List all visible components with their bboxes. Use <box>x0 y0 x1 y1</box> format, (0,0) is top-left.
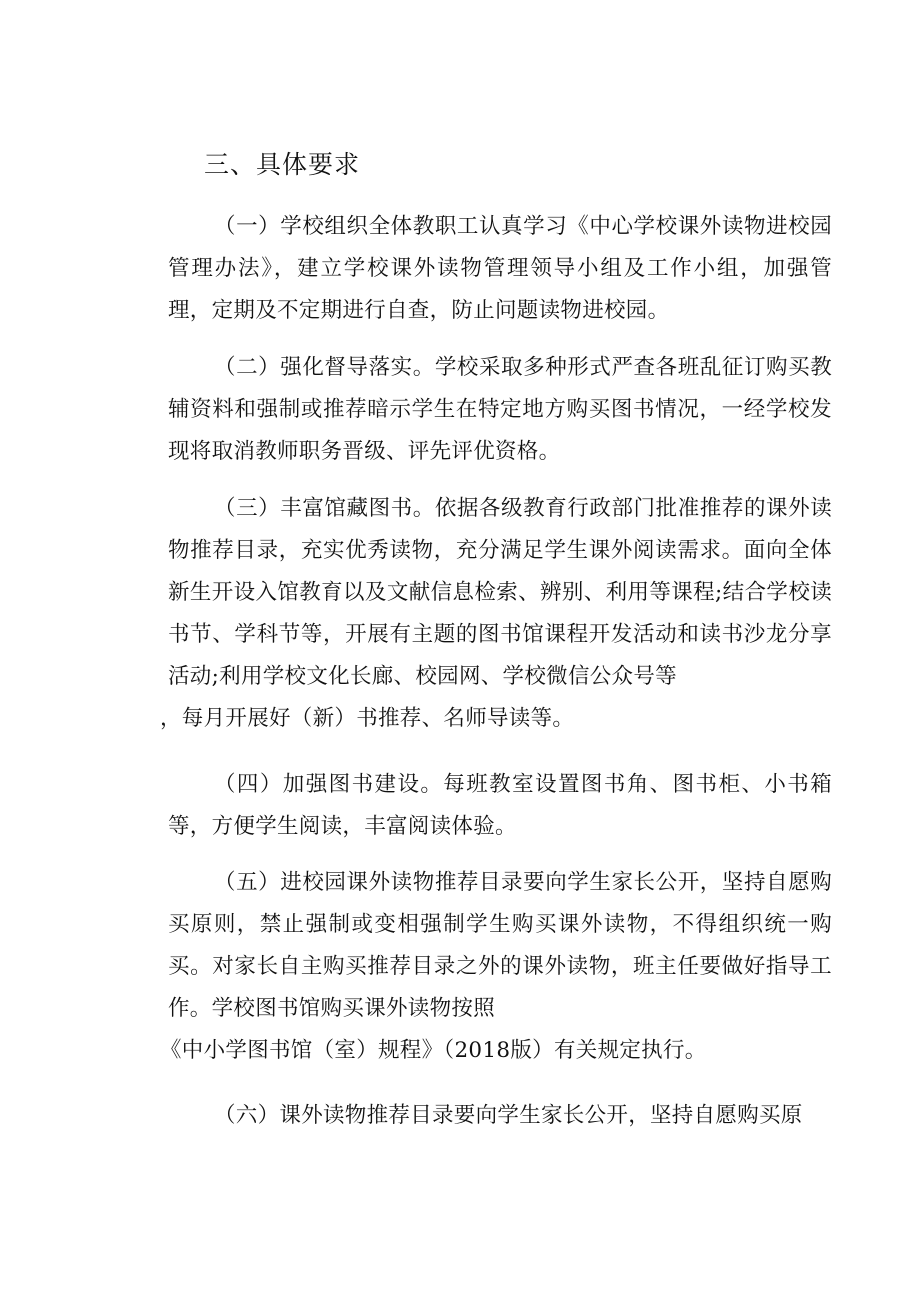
paragraph-3-tail: ，每月开展好（新）书推荐、名师导读等。 <box>160 706 575 731</box>
paragraph-5-text: （五）进校园课外读物推荐目录要向学生家长公开，坚持自愿购买原则，禁止强制或变相强制学生购买课外读物，不得组织统一购买。对家长自主购买推荐目录之外的课外读物，班主任要做好指导工作。学校图书馆购买课外读物按照 <box>168 870 832 1021</box>
paragraph-3 <box>160 488 832 740</box>
section-title: 三、具体要求 <box>204 150 361 179</box>
paragraph-4 <box>168 764 832 848</box>
paragraph-6 <box>168 1095 832 1137</box>
paragraph-5-tail: 《中小学图书馆（室）规程》（2018版）有关规定执行。 <box>160 1038 707 1063</box>
paragraph-2 <box>168 347 832 473</box>
paragraph-1 <box>168 206 832 332</box>
paragraph-4-text: （四）加强图书建设。每班教室设置图书角、图书柜、小书箱等，方便学生阅读，丰富阅读体验。 <box>168 772 832 839</box>
paragraph-5 <box>160 862 832 1072</box>
paragraph-3-text: （三）丰富馆藏图书。依据各级教育行政部门批准推荐的课外读物推荐目录，充实优秀读物，充分满足学生课外阅读需求。面向全体新生开设入馆教育以及文献信息检索、辨别、利用等课程;结合学校读书节、学科节等，开展有主题的图书馆课程开发活动和读书沙龙分享活动;利用学校文化长廊、校园网、学校微信公众号等 <box>168 496 832 689</box>
paragraph-6-text: （六）课外读物推荐目录要向学生家长公开，坚持自愿购买原 <box>214 1103 803 1128</box>
paragraph-2-text: （二）强化督导落实。学校采取多种形式严查各班乱征订购买教辅资料和强制或推荐暗示学生在特定地方购买图书情况，一经学校发现将取消教师职务晋级、评先评优资格。 <box>168 355 832 464</box>
paragraph-1-text: （一）学校组织全体教职工认真学习《中心学校课外读物进校园管理办法》，建立学校课外读物管理领导小组及工作小组，加强管理，定期及不定期进行自查，防止问题读物进校园。 <box>168 214 832 323</box>
